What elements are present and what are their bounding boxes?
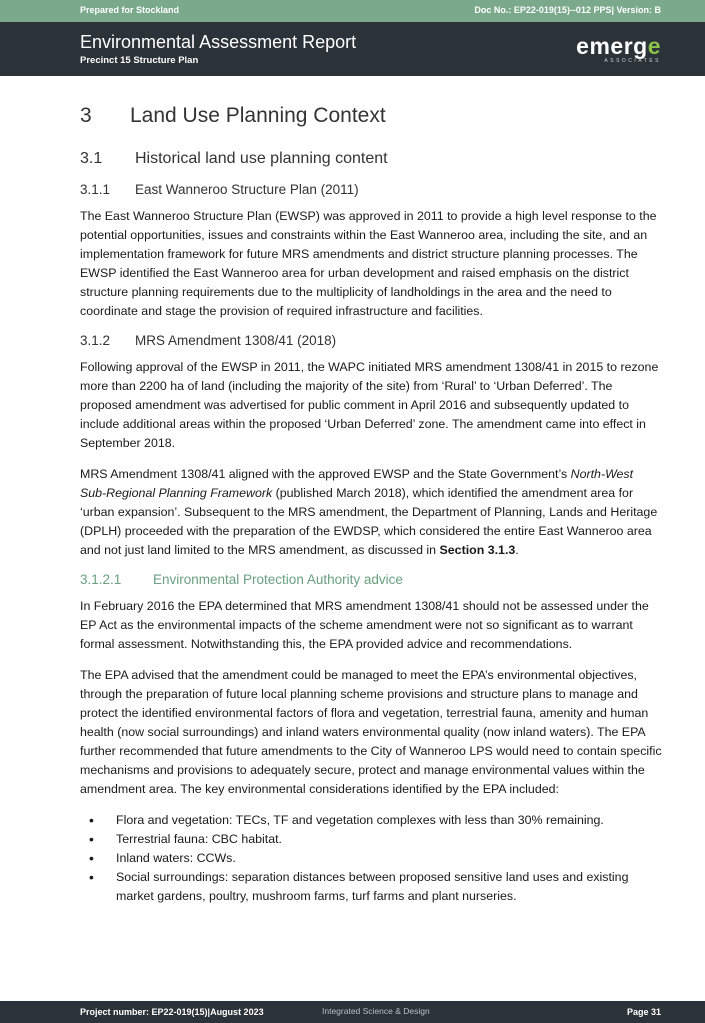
- section-number: 3: [80, 104, 92, 127]
- footer-tagline: Integrated Science & Design: [322, 1006, 430, 1016]
- subsubsection-number: 3.1.2: [80, 333, 111, 348]
- subsection-heading: [80, 150, 662, 168]
- paragraph-mrs-2: [80, 465, 662, 560]
- logo-word: emerg: [576, 33, 648, 59]
- subsubsection-heading-ewsp: [80, 182, 662, 197]
- level4-number: 3.1.2.1: [80, 572, 122, 587]
- text-run: (published March 2018), which identified the amendment area for ‘urban expansion’. Subsequent to the MRS amendment, the Department of Planning, Lands and Heritage (DPLH) proceeded with the preparation of the EWDSP, which considered the entire East Wanneroo area and not just land limited to the MRS amendment, as discussed in: [80, 486, 658, 557]
- paragraph-ewsp: The East Wanneroo Structure Plan (EWSP) was approved in 2011 to provide a high level response to the potential opportunities, issues and constraints within the East Wanneroo area, including the site, and an implementation framework for future MRS amendments and district structure planning processes. The EWSP identified the East Wanneroo area for urban development and raised emphasis on the district structure planning requirements due to the multiplicity of landholdings in the area and the need to coordinate and stage the provision of required infrastructure and facilities.: [80, 209, 657, 318]
- section-reference: Section 3.1.3: [439, 543, 516, 557]
- page-number: Page 31: [626, 1007, 661, 1017]
- report-subtitle: Precinct 15 Structure Plan: [80, 55, 199, 66]
- list-item: • Flora and vegetation: TECs, TF and vegetation complexes with less than 30% remaining.: [80, 811, 662, 830]
- paragraph-epa-1: In February 2016 the EPA determined that MRS amendment 1308/41 should not be assessed under the EP Act as the environmental impacts of the scheme amendment were not so significant as to warrant formal assessment. Notwithstanding this, the EPA provided advice and recommendations.: [80, 599, 649, 651]
- emerge-logo: [571, 34, 661, 66]
- section-heading: [80, 104, 662, 128]
- logo-word-accent: e: [647, 33, 661, 59]
- subsection-title: Historical land use planning content: [135, 150, 388, 167]
- subsubsection-title: East Wanneroo Structure Plan (2011): [135, 182, 359, 197]
- list-item: • Inland waters: CCWs.: [80, 849, 662, 868]
- list-item: • Social surroundings: separation distances between proposed sensitive land uses and existing market gardens, poultry, mushroom farms, turf farms and plant nurseries.: [80, 868, 662, 906]
- page-footer: [0, 1001, 705, 1023]
- report-title: Environmental Assessment Report: [80, 32, 357, 52]
- doc-info: Doc No.: EP22-019(15)--012 PPS| Version: B: [474, 5, 661, 15]
- project-number: Project number: EP22-019(15)|August 2023: [80, 1007, 264, 1017]
- subsubsection-heading-mrs: [80, 333, 662, 348]
- considerations-list: [80, 811, 662, 906]
- section-title: Land Use Planning Context: [130, 104, 386, 127]
- framework-title: North-West Sub-Regional Planning Framework: [80, 467, 634, 500]
- top-bar: [0, 0, 705, 22]
- prepared-for: Prepared for Stockland: [80, 5, 180, 15]
- list-item: • Terrestrial fauna: CBC habitat.: [80, 830, 662, 849]
- text-run: .: [515, 543, 519, 557]
- text-run: MRS Amendment 1308/41 aligned with the approved EWSP and the State Government’s: [80, 467, 571, 481]
- subsubsection-title: MRS Amendment 1308/41 (2018): [135, 333, 337, 348]
- level4-title: Environmental Protection Authority advice: [153, 572, 403, 587]
- page-content: [80, 104, 662, 906]
- paragraph-epa-2: The EPA advised that the amendment could be managed to meet the EPA’s environmental objectives, through the preparation of future local planning scheme provisions and structure plans to manage and protect the identified environmental factors of flora and vegetation, terrestrial fauna, amenity and human health (now social surroundings) and inland waters environmental quality (now inland waters). The EPA further recommended that future amendments to the City of Wanneroo LPS would need to contain specific mechanisms and provisions to adequately secure, protect and manage environmental values within the amendment area. The key environmental considerations identified by the EPA included:: [80, 668, 662, 796]
- report-header: [0, 22, 705, 76]
- subsection-number: 3.1: [80, 150, 103, 167]
- subsubsection-number: 3.1.1: [80, 182, 111, 197]
- paragraph-mrs-1: Following approval of the EWSP in 2011, the WAPC initiated MRS amendment 1308/41 in 2015 to rezone more than 2200 ha of land (including the majority of the site) from ‘Rural’ to ‘Urban Deferred’. The proposed amendment was advertised for public comment in April 2016 and subsequently updated to include additional areas within the proposed ‘Urban Deferred’ zone. The amendment came into effect in September 2018.: [80, 360, 659, 450]
- level4-heading-epa: [80, 572, 662, 587]
- logo-tagline: ASSOCIATES: [604, 58, 661, 64]
